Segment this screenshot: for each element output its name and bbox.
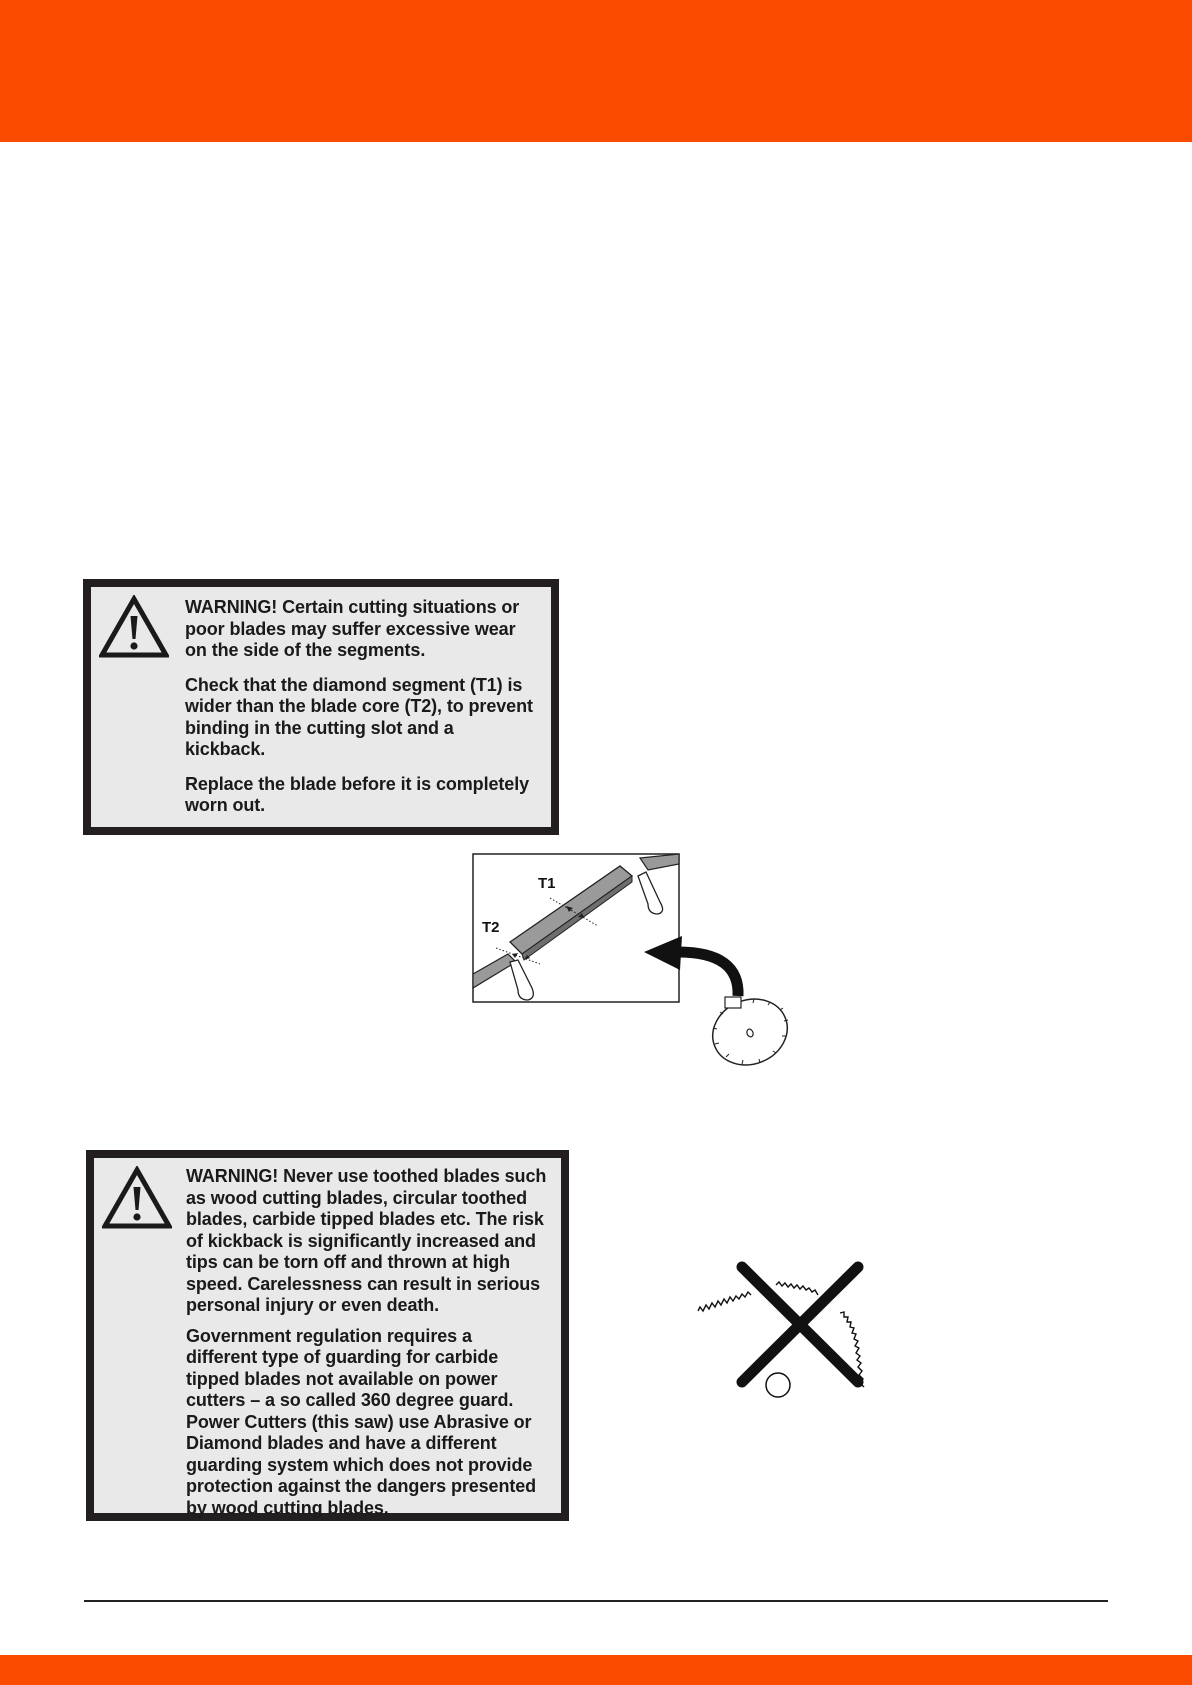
footer-rule [84, 1600, 1108, 1602]
label-t1: T1 [538, 875, 556, 892]
blade-teeth-left [698, 1292, 751, 1311]
warning-paragraph: Replace the blade before it is completely worn out. [185, 773, 530, 815]
header-band [0, 0, 1192, 142]
label-t2: T2 [482, 919, 500, 936]
blade-hub [766, 1373, 790, 1397]
warning-triangle-icon [102, 1166, 172, 1230]
warning-text [186, 1166, 555, 1528]
blade-teeth-top [776, 1282, 818, 1295]
diamond-blade-icon [703, 988, 797, 1075]
curved-arrow-icon [678, 952, 738, 996]
warning-paragraph: Check that the diamond segment (T1) is wider than the blade core (T2), to prevent binding in the cutting slot and a kickback. [185, 674, 533, 759]
prohibited-toothed-blade-icon [690, 1255, 900, 1403]
warning-text [185, 597, 545, 830]
warning-paragraph: WARNING! Never use toothed blades such as wood cutting blades, circular toothed blades, carbide tipped blades etc. The risk of kickback is significantly increased and tips can be torn off and thrown at high speed. Carelessness can result in serious personal injury or even death. [186, 1166, 547, 1315]
warning-box-toothed-blades [86, 1150, 569, 1521]
warning-paragraph: Government regulation requires a different type of guarding for carbide tipped blades not available on power cutters – a so called 360 degree guard. Power Cutters (this saw) use Abrasive or Diamond blades and have a different guarding system which does not provide protection against the dangers presented by wood cutting blades. [186, 1325, 537, 1518]
warning-paragraph: WARNING! Certain cutting situations or poor blades may suffer excessive wear on the side of the segments. [185, 597, 520, 660]
warning-box-segment-wear [83, 579, 559, 835]
blade-segment-diagram [470, 850, 810, 1075]
footer-band [0, 1655, 1192, 1685]
warning-triangle-icon [99, 595, 169, 659]
